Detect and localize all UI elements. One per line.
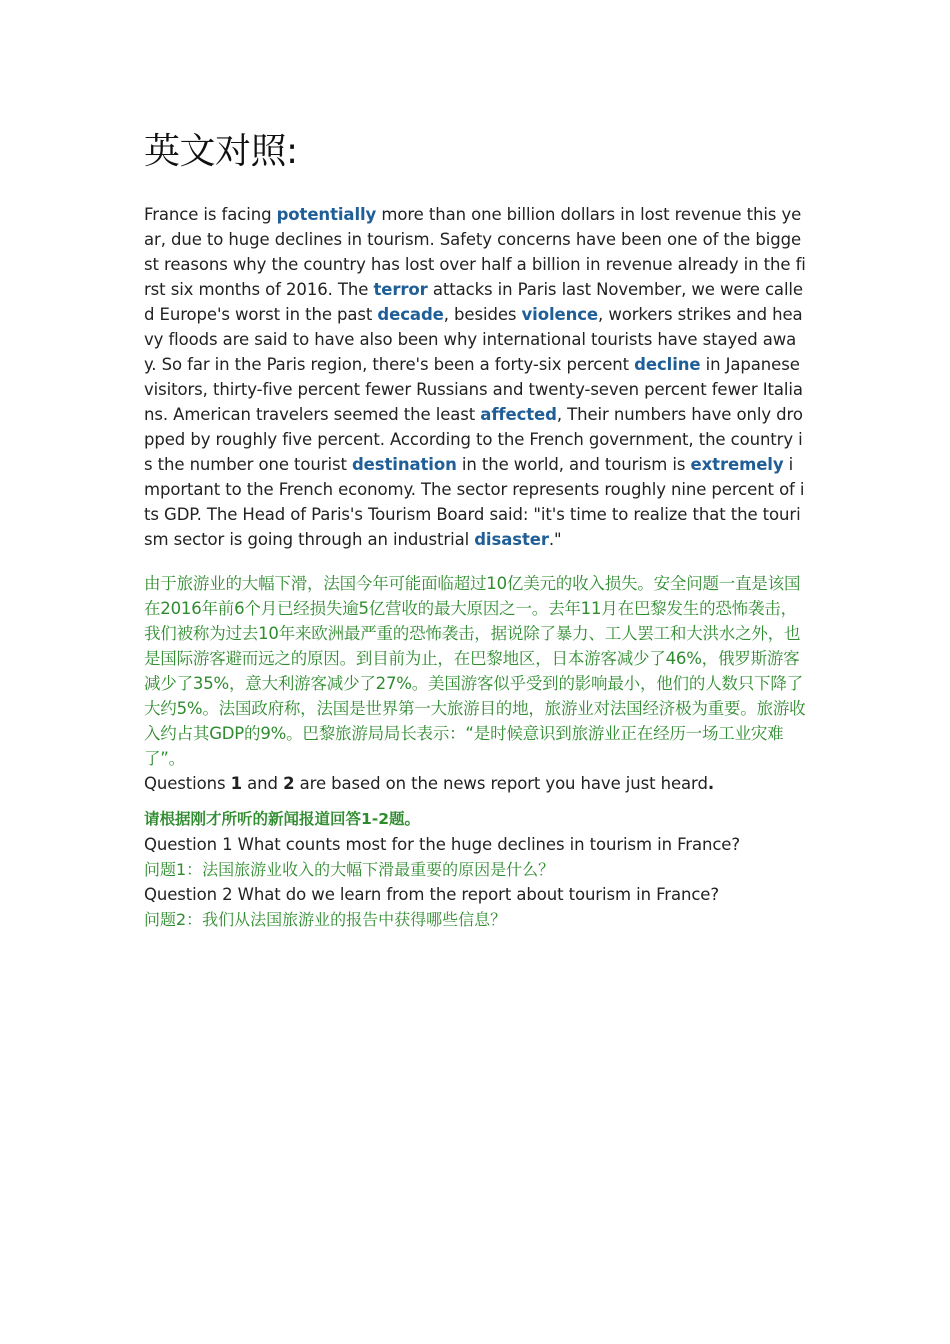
page-title: 英文对照: [144, 131, 298, 172]
question-1-chinese: 问题1：法国旅游业收入的大幅下滑最重要的原因是什么？ [144, 860, 555, 879]
questions-intro-pre: Questions [144, 774, 231, 793]
keyword-extremely: extremely [690, 455, 784, 474]
transcript-text: important to the French economy. The sector represents roughly nine percent of its GDP. The Head of Paris's Tourism Board said: [144, 455, 805, 524]
question-number-2: 2 [283, 774, 295, 793]
questions-intro-chinese: 请根据刚才所听的新闻报道回答1-2题。 [144, 810, 421, 828]
transcript-text: more than one billion dollars in lost revenue this year, due to huge declines in tourism. Safety concerns have been one of the biggest reasons why the country has lost over half a billion in revenue already in the first six months of 2016. The [144, 205, 806, 299]
questions-intro-post: are based on the news report you have just heard [294, 774, 708, 793]
questions-intro-end: . [707, 774, 715, 793]
transcript-text: in the world, and tourism is [456, 455, 691, 474]
question-2-english: Question 2 What do we learn from the report about tourism in France? [144, 885, 720, 904]
transcript-text: , besides [443, 305, 522, 324]
keyword-affected: affected [480, 405, 557, 424]
question-2-chinese: 问题2：我们从法国旅游业的报告中获得哪些信息？ [144, 910, 507, 929]
questions-intro-mid: and [242, 774, 284, 793]
questions-intro [144, 771, 808, 796]
transcript-text: in Japanese visitors, thirty-five percent fewer Russians and twenty-seven percent fewer Italians. American travelers seemed the least [144, 355, 803, 424]
keyword-disaster: disaster [474, 530, 549, 549]
document-content [144, 128, 808, 932]
transcript-text: ." [548, 530, 562, 549]
keyword-destination: destination [351, 455, 457, 474]
chinese-translation: 由于旅游业的大幅下滑，法国今年可能面临超过10亿美元的收入损失。安全问题一直是该国在2016年前6个月已经损失逾5亿营收的最大原因之一。去年11月在巴黎发生的恐怖袭击，我们被称为过去10年来欧洲最严重的恐怖袭击，据说除了暴力、工人罢工和大洪水之外，也是国际游客避而远之的原因。到目前为止，在巴黎地区，日本游客减少了46%，俄罗斯游客减少了35%，意大利游客减少了27%。美国游客似乎受到的影响最小，他们的人数只下降了大约5%。法国政府称，法国是世界第一大旅游目的地，旅游业对法国经济极为重要。旅游收入约占其GDP的9%。巴黎旅游局局长表示：“是时候意识到旅游业正在经历一场工业灾难了”。 [144, 574, 806, 768]
transcript-text: , Their numbers have only dropped by roughly five percent. According to the French government, the country is the number one tourist [144, 405, 803, 474]
keyword-violence: violence [521, 305, 599, 324]
english-transcript [144, 202, 808, 552]
question-1-english: Question 1 What counts most for the huge declines in tourism in France? [144, 835, 741, 854]
transcript-text: , workers strikes and heavy floods are said to have also been why international tourists have stayed away. So far in the Paris region, there's been a forty-six percent [144, 305, 803, 374]
keyword-potentially: potentially [276, 205, 377, 224]
keyword-terror: terror [373, 280, 428, 299]
keyword-decade: decade [377, 305, 444, 324]
transcript-text: "it's time to realize that the tourism sector is going through an industrial [144, 505, 801, 549]
transcript-text: France is facing [144, 205, 277, 224]
transcript-text: attacks in Paris last November, we were called Europe's worst in the past [144, 280, 803, 324]
keyword-decline: decline [634, 355, 701, 374]
question-number-1: 1 [230, 774, 243, 793]
